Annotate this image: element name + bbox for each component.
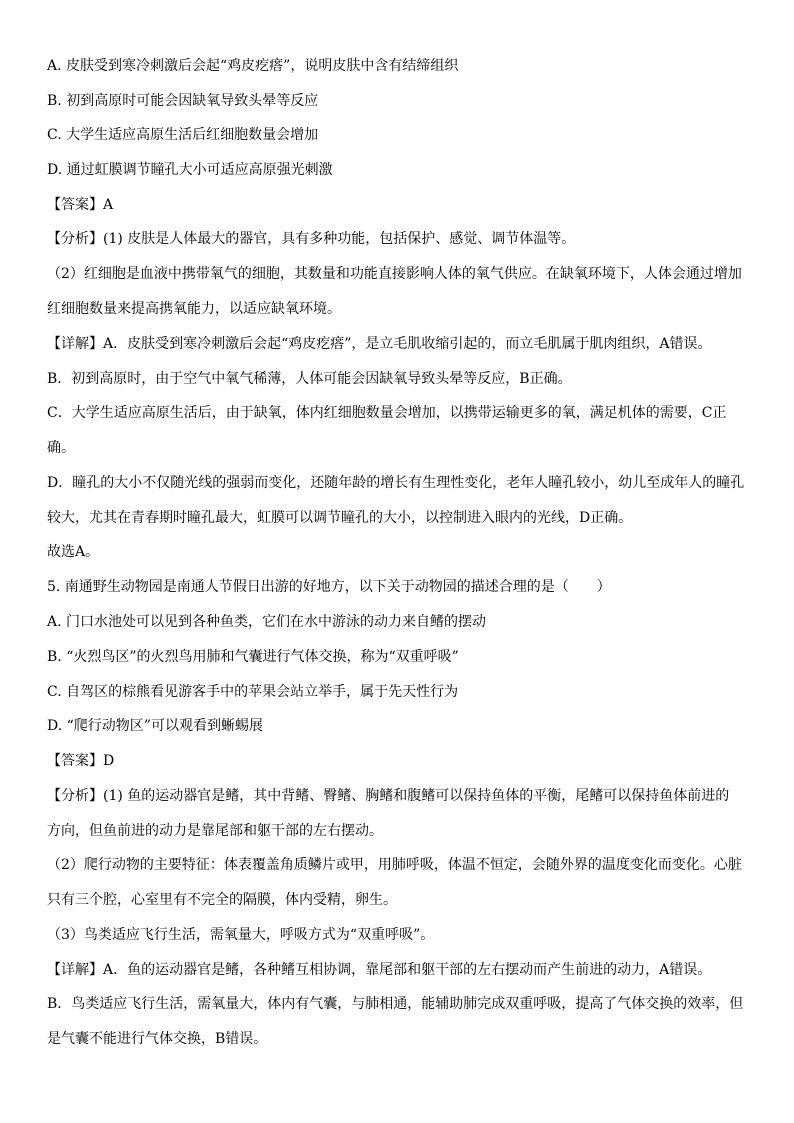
- answer-line: 【答案】D: [47, 753, 115, 769]
- question-stem: 5. 南通野生动物园是南通人节假日出游的好地方，以下关于动物园的描述合理的是（ ）: [47, 579, 611, 595]
- option-d-line: D. 通过虹膜调节瞳孔大小可适应高原强光刺激: [47, 162, 333, 178]
- answer-line: 【答案】A: [47, 197, 114, 213]
- option-c-line: C. 自驾区的棕熊看见游客手中的苹果会站立举手，属于先天性行为: [47, 684, 459, 700]
- analysis-line: （2）爬行动物的主要特征：体表覆盖角质鳞片或甲，用肺呼吸，体温不恒定，会随外界的温度变化而变化。心脏: [47, 857, 742, 873]
- analysis-line: （3）鸟类适应飞行生活，需氧量大，呼吸方式为“双重呼吸”。: [47, 927, 435, 943]
- option-b-line: B. “火烈鸟区”的火烈鸟用肺和气囊进行气体交换，称为“双重呼吸”: [47, 649, 459, 665]
- option-b-line: B. 初到高原时可能会因缺氧导致头晕等反应: [47, 93, 319, 109]
- analysis-line: 方向，但鱼前进的动力是靠尾部和躯干部的左右摆动。: [47, 823, 383, 839]
- explanation-line: B．初到高原时，由于空气中氧气稀薄，人体可能会因缺氧导致头晕等反应，B正确。: [47, 371, 572, 387]
- analysis-line: 红细胞数量来提高携氧能力，以适应缺氧环境。: [47, 301, 341, 317]
- option-a-line: A. 皮肤受到寒冷刺激后会起“鸡皮疙瘩”，说明皮肤中含有结缔组织: [47, 58, 459, 74]
- explanation-line: 是气囊不能进行气体交换，B错误。: [47, 1031, 268, 1047]
- explanation-line: B．鸟类适应飞行生活，需氧量大，体内有气囊，与肺相通，能辅助肺完成双重呼吸，提高了气体交换的效率，但: [47, 996, 744, 1012]
- analysis-line: 【分析】(1) 鱼的运动器官是鳍，其中背鳍、臀鳍、胸鳍和腹鳍可以保持鱼体的平衡，尾鳍可以保持鱼体前进的: [47, 788, 730, 804]
- explanation-line: 【详解】A．鱼的运动器官是鳍，各种鳍互相协调，靠尾部和躯干部的左右摆动而产生前进的动力，A错误。: [47, 962, 712, 978]
- option-c-line: C. 大学生适应高原生活后红细胞数量会增加: [47, 127, 319, 143]
- analysis-line: 只有三个腔，心室里有不完全的隔膜，体内受精，卵生。: [47, 892, 397, 908]
- explanation-line: 【详解】A．皮肤受到寒冷刺激后会起“鸡皮疙瘩”，是立毛肌收缩引起的，而立毛肌属于肌肉组织，A错误。: [47, 336, 712, 352]
- analysis-line: （2）红细胞是血液中携带氧气的细胞，其数量和功能直接影响人体的氧气供应。在缺氧环境下，人体会通过增加: [47, 266, 742, 282]
- explanation-line: 确。: [47, 440, 75, 456]
- conclusion-line: 故选A。: [47, 544, 100, 560]
- explanation-line: 较大，尤其在青春期时瞳孔最大，虹膜可以调节瞳孔的大小，以控制进入眼内的光线，D正确。: [47, 510, 633, 526]
- option-a-line: A. 门口水池处可以见到各种鱼类，它们在水中游泳的动力来自鳍的摆动: [47, 614, 487, 630]
- option-d-line: D. “爬行动物区”可以观看到蜥蜴展: [47, 718, 263, 734]
- analysis-line: 【分析】(1) 皮肤是人体最大的器官，具有多种功能，包括保护、感觉、调节体温等。: [47, 231, 576, 247]
- explanation-line: C．大学生适应高原生活后，由于缺氧，体内红细胞数量会增加，以携带运输更多的氧，满足机体的需要，C正: [47, 405, 727, 421]
- explanation-line: D．瞳孔的大小不仅随光线的强弱而变化，还随年龄的增长有生理性变化，老年人瞳孔较小，幼儿至成年人的瞳孔: [47, 475, 745, 491]
